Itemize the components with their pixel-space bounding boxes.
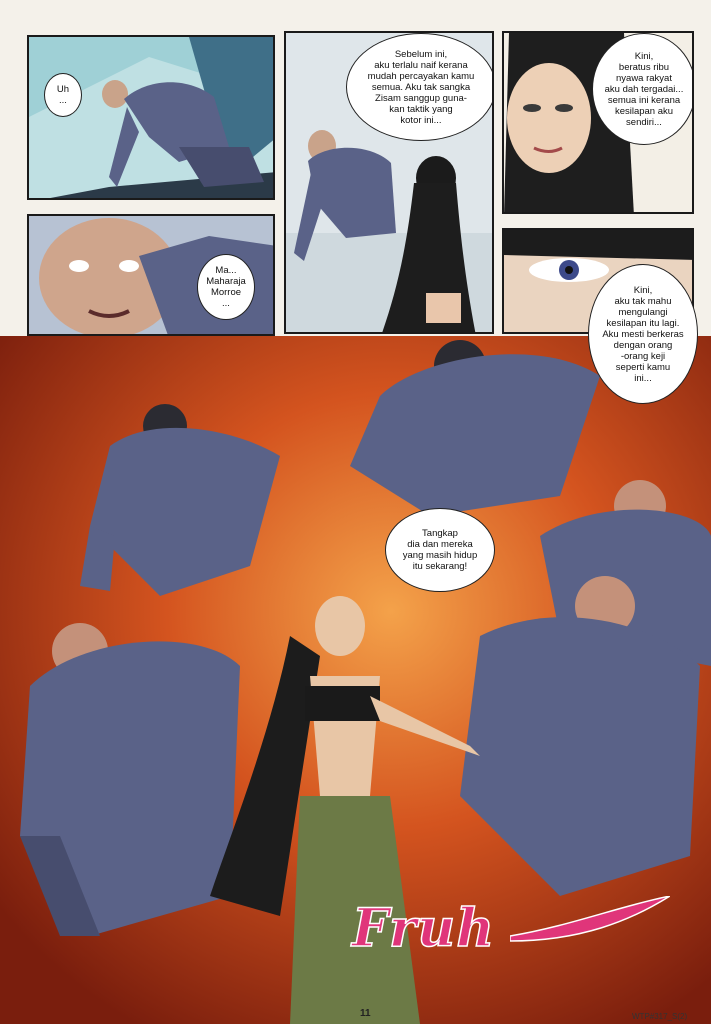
speech-bubble-kini-2: Kini, aku tak mahu mengulangi kesilapan itu lagi. Aku mesti berkeras dengan orang -orang keji seperti kamu ini... [588,264,698,404]
panel-2 [284,31,494,334]
speech-bubble-maharaja: Ma... Maharaja Morroe ... [197,254,255,320]
speech-bubble-kini-1: Kini, beratus ribu nyawa rakyat aku dah tergadai... semua ini kerana kesilapan aku sendiri... [592,33,694,145]
panel-6 [0,336,711,1024]
sound-effect-streak [510,896,670,946]
speech-bubble-tangkap: Tangkap dia dan mereka yang masih hidup itu sekarang! [385,508,495,592]
panel-1-art [29,37,275,200]
henchman-left-front-figure [20,623,240,936]
speech-bubble-sebelum: Sebelum ini, aku terlalu naif kerana mudah percayakan kamu semua. Aku tak sangka Zisam sanggup guna- kan taktik yang kotor ini... [346,33,494,141]
sound-effect-fruh: Fruh [352,898,496,959]
panel-4 [27,214,275,336]
page-number: 11 [360,1008,371,1019]
panel-3 [502,31,694,214]
speech-bubble-uh: Uh ... [44,73,82,117]
issue-code: WTP#317_S(2) [632,1012,688,1021]
panel-1 [27,35,275,200]
